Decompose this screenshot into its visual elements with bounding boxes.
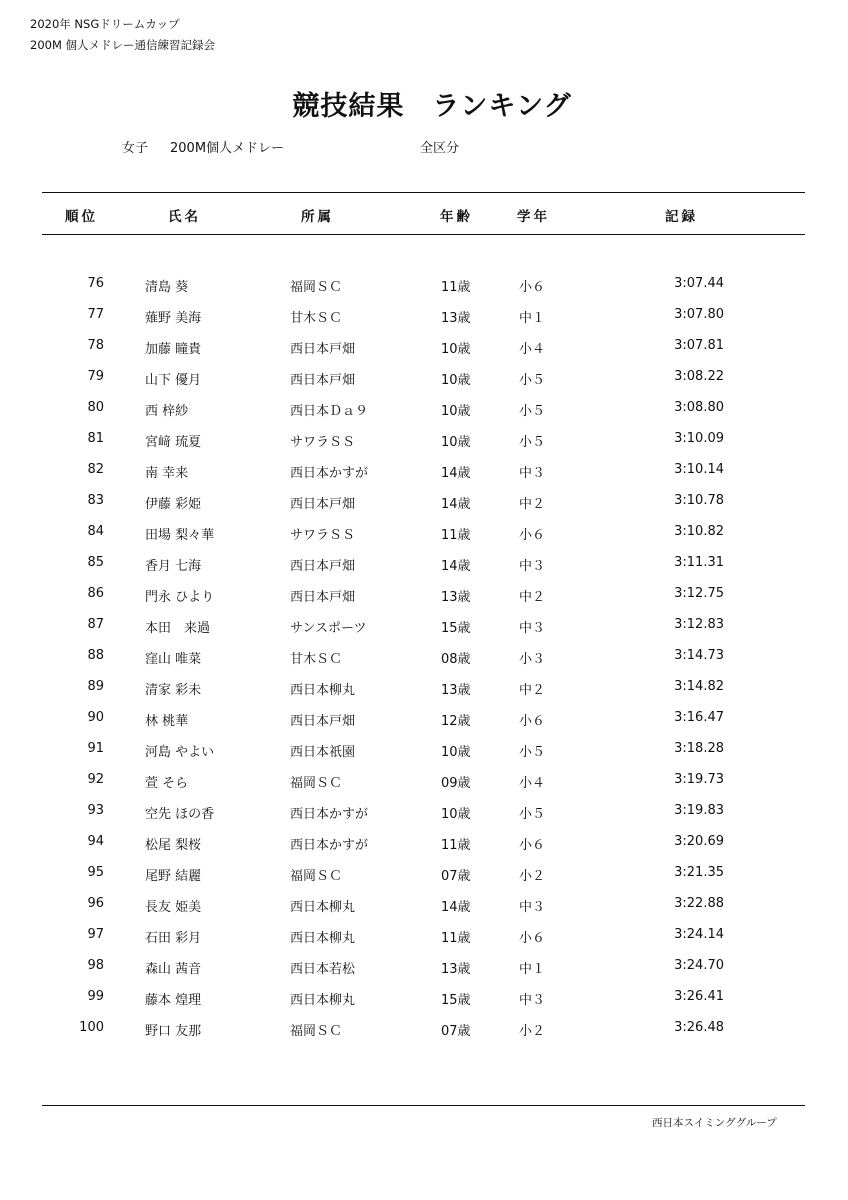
grade-cell: 小５ (519, 373, 546, 388)
grade-cell: 小５ (519, 435, 546, 450)
age-cell: 10歳 (441, 807, 471, 822)
grade-cell: 小６ (519, 280, 546, 295)
table-row (0, 741, 848, 772)
name-cell: 山下 優月 (145, 373, 202, 388)
club-cell: 西日本戸畑 (290, 373, 356, 388)
table-row (0, 927, 848, 958)
table-row (0, 307, 848, 338)
table-row (0, 865, 848, 896)
record-cell: 3:07.80 (674, 307, 724, 322)
club-cell: 西日本柳丸 (290, 993, 356, 1008)
age-cell: 10歳 (441, 404, 471, 419)
table-row (0, 772, 848, 803)
club-cell: 西日本柳丸 (290, 900, 356, 915)
name-cell: 森山 茜音 (145, 962, 202, 977)
grade-cell: 中１ (519, 962, 546, 977)
age-cell: 15歳 (441, 993, 471, 1008)
rank-cell: 96 (87, 896, 104, 911)
record-cell: 3:18.28 (674, 741, 724, 756)
record-cell: 3:08.80 (674, 400, 724, 415)
age-cell: 14歳 (441, 497, 471, 512)
name-cell: 林 桃華 (145, 714, 189, 729)
club-cell: 西日本祇園 (290, 745, 356, 760)
table-row (0, 648, 848, 679)
age-cell: 15歳 (441, 621, 471, 636)
grade-cell: 小４ (519, 342, 546, 357)
table-row (0, 989, 848, 1020)
age-cell: 11歳 (441, 931, 471, 946)
grade-cell: 中３ (519, 993, 546, 1008)
record-cell: 3:14.82 (674, 679, 724, 694)
club-cell: 西日本かすが (290, 466, 369, 481)
grade-cell: 小５ (519, 807, 546, 822)
age-cell: 11歳 (441, 528, 471, 543)
name-cell: 尾野 結麗 (145, 869, 202, 884)
grade-cell: 小６ (519, 838, 546, 853)
table-row (0, 524, 848, 555)
record-cell: 3:19.83 (674, 803, 724, 818)
age-cell: 07歳 (441, 869, 471, 884)
rank-cell: 88 (87, 648, 104, 663)
age-cell: 13歳 (441, 590, 471, 605)
rank-cell: 95 (87, 865, 104, 880)
name-cell: 西 梓紗 (145, 404, 189, 419)
record-cell: 3:19.73 (674, 772, 724, 787)
age-cell: 13歳 (441, 962, 471, 977)
event-label: 200M個人メドレー (170, 141, 285, 156)
record-cell: 3:10.78 (674, 493, 724, 508)
record-cell: 3:21.35 (674, 865, 724, 880)
record-cell: 3:24.70 (674, 958, 724, 973)
column-header-rank: 順位 (65, 209, 98, 225)
event-subtitle: 200M 個人メドレー通信練習記録会 (30, 38, 216, 52)
club-cell: 西日本戸畑 (290, 497, 356, 512)
age-cell: 07歳 (441, 1024, 471, 1039)
record-cell: 3:11.31 (674, 555, 724, 570)
table-row (0, 276, 848, 307)
rank-cell: 99 (87, 989, 104, 1004)
age-cell: 10歳 (441, 435, 471, 450)
rank-cell: 79 (87, 369, 104, 384)
record-cell: 3:12.75 (674, 586, 724, 601)
name-cell: 萱 そら (145, 776, 189, 791)
age-cell: 09歳 (441, 776, 471, 791)
name-cell: 長友 姫美 (145, 900, 202, 915)
table-row (0, 896, 848, 927)
name-cell: 藤本 煌理 (145, 993, 202, 1008)
club-cell: サワラＳＳ (290, 435, 356, 450)
record-cell: 3:24.14 (674, 927, 724, 942)
record-cell: 3:26.48 (674, 1020, 724, 1035)
record-cell: 3:10.14 (674, 462, 724, 477)
grade-cell: 小４ (519, 776, 546, 791)
record-cell: 3:07.44 (674, 276, 724, 291)
record-cell: 3:10.09 (674, 431, 724, 446)
age-cell: 14歳 (441, 559, 471, 574)
record-cell: 3:16.47 (674, 710, 724, 725)
name-cell: 門永 ひより (145, 590, 215, 605)
rank-cell: 89 (87, 679, 104, 694)
table-bottom-rule (42, 1105, 805, 1106)
record-cell: 3:12.83 (674, 617, 724, 632)
table-row (0, 462, 848, 493)
name-cell: 河島 やよい (145, 745, 215, 760)
table-header-rule (42, 234, 805, 235)
grade-cell: 中２ (519, 683, 546, 698)
age-cell: 14歳 (441, 900, 471, 915)
club-cell: 西日本戸畑 (290, 590, 356, 605)
rank-cell: 87 (87, 617, 104, 632)
club-cell: 西日本柳丸 (290, 683, 356, 698)
rank-cell: 98 (87, 958, 104, 973)
record-cell: 3:20.69 (674, 834, 724, 849)
table-row (0, 1020, 848, 1051)
age-cell: 13歳 (441, 311, 471, 326)
name-cell: 田場 梨々華 (145, 528, 215, 543)
rank-cell: 76 (87, 276, 104, 291)
age-cell: 10歳 (441, 745, 471, 760)
grade-cell: 中２ (519, 590, 546, 605)
rank-cell: 93 (87, 803, 104, 818)
grade-cell: 小５ (519, 745, 546, 760)
club-cell: サワラＳＳ (290, 528, 356, 543)
event-name: 2020年 NSGドリームカップ (30, 17, 180, 31)
age-cell: 10歳 (441, 342, 471, 357)
club-cell: 西日本戸畑 (290, 714, 356, 729)
rank-cell: 97 (87, 927, 104, 942)
record-cell: 3:14.73 (674, 648, 724, 663)
age-cell: 11歳 (441, 280, 471, 295)
age-cell: 14歳 (441, 466, 471, 481)
name-cell: 宮﨑 琉夏 (145, 435, 202, 450)
grade-cell: 中３ (519, 559, 546, 574)
name-cell: 薙野 美海 (145, 311, 202, 326)
rank-cell: 80 (87, 400, 104, 415)
name-cell: 香月 七海 (145, 559, 202, 574)
division-label: 全区分 (420, 141, 460, 156)
club-cell: 西日本柳丸 (290, 931, 356, 946)
rank-cell: 100 (79, 1020, 104, 1035)
record-cell: 3:08.22 (674, 369, 724, 384)
grade-cell: 小６ (519, 931, 546, 946)
table-row (0, 586, 848, 617)
name-cell: 南 幸来 (145, 466, 189, 481)
club-cell: 福岡ＳＣ (290, 1024, 343, 1039)
table-row (0, 710, 848, 741)
table-row (0, 617, 848, 648)
name-cell: 本田 来過 (145, 621, 211, 636)
age-cell: 10歳 (441, 373, 471, 388)
age-cell: 12歳 (441, 714, 471, 729)
grade-cell: 小３ (519, 652, 546, 667)
club-cell: 西日本戸畑 (290, 559, 356, 574)
rank-cell: 77 (87, 307, 104, 322)
table-row (0, 958, 848, 989)
table-row (0, 803, 848, 834)
club-cell: 西日本Ｄａ９ (290, 404, 369, 419)
grade-cell: 小２ (519, 1024, 546, 1039)
record-cell: 3:07.81 (674, 338, 724, 353)
column-header-record: 記録 (665, 209, 698, 225)
name-cell: 加藤 瞳貴 (145, 342, 202, 357)
name-cell: 伊藤 彩姫 (145, 497, 202, 512)
table-row (0, 369, 848, 400)
club-cell: サンスポーツ (290, 621, 367, 636)
rank-cell: 92 (87, 772, 104, 787)
record-cell: 3:22.88 (674, 896, 724, 911)
grade-cell: 小５ (519, 404, 546, 419)
rank-cell: 82 (87, 462, 104, 477)
table-row (0, 493, 848, 524)
rank-cell: 84 (87, 524, 104, 539)
rank-cell: 83 (87, 493, 104, 508)
name-cell: 空先 ほの香 (145, 807, 215, 822)
name-cell: 窪山 唯菜 (145, 652, 202, 667)
column-header-club: 所属 (301, 209, 334, 225)
table-row (0, 555, 848, 586)
age-cell: 08歳 (441, 652, 471, 667)
club-cell: 福岡ＳＣ (290, 869, 343, 884)
table-row (0, 400, 848, 431)
record-cell: 3:26.41 (674, 989, 724, 1004)
grade-cell: 小２ (519, 869, 546, 884)
name-cell: 松尾 梨桜 (145, 838, 202, 853)
grade-cell: 中３ (519, 466, 546, 481)
table-top-rule (42, 192, 805, 193)
age-cell: 13歳 (441, 683, 471, 698)
rank-cell: 81 (87, 431, 104, 446)
record-cell: 3:10.82 (674, 524, 724, 539)
table-row (0, 338, 848, 369)
rank-cell: 85 (87, 555, 104, 570)
name-cell: 野口 友那 (145, 1024, 202, 1039)
grade-cell: 中２ (519, 497, 546, 512)
name-cell: 石田 彩月 (145, 931, 202, 946)
gender-label: 女子 (122, 141, 149, 156)
name-cell: 清家 彩未 (145, 683, 202, 698)
rank-cell: 90 (87, 710, 104, 725)
club-cell: 西日本戸畑 (290, 342, 356, 357)
page-title: 競技結果 ランキング (292, 91, 572, 122)
table-row (0, 679, 848, 710)
column-header-age: 年齢 (440, 209, 473, 225)
column-header-grade: 学年 (517, 209, 550, 225)
grade-cell: 小６ (519, 714, 546, 729)
column-header-name: 氏名 (168, 209, 201, 225)
organization-name: 西日本スイミンググループ (652, 1117, 777, 1129)
grade-cell: 中１ (519, 311, 546, 326)
rank-cell: 78 (87, 338, 104, 353)
table-row (0, 834, 848, 865)
rank-cell: 91 (87, 741, 104, 756)
table-row (0, 431, 848, 462)
grade-cell: 中３ (519, 900, 546, 915)
age-cell: 11歳 (441, 838, 471, 853)
club-cell: 甘木ＳＣ (290, 311, 343, 326)
club-cell: 福岡ＳＣ (290, 280, 343, 295)
name-cell: 清島 葵 (145, 280, 189, 295)
grade-cell: 小６ (519, 528, 546, 543)
club-cell: 西日本かすが (290, 838, 369, 853)
club-cell: 福岡ＳＣ (290, 776, 343, 791)
rank-cell: 86 (87, 586, 104, 601)
club-cell: 西日本かすが (290, 807, 369, 822)
rank-cell: 94 (87, 834, 104, 849)
grade-cell: 中３ (519, 621, 546, 636)
club-cell: 甘木ＳＣ (290, 652, 343, 667)
club-cell: 西日本若松 (290, 962, 356, 977)
